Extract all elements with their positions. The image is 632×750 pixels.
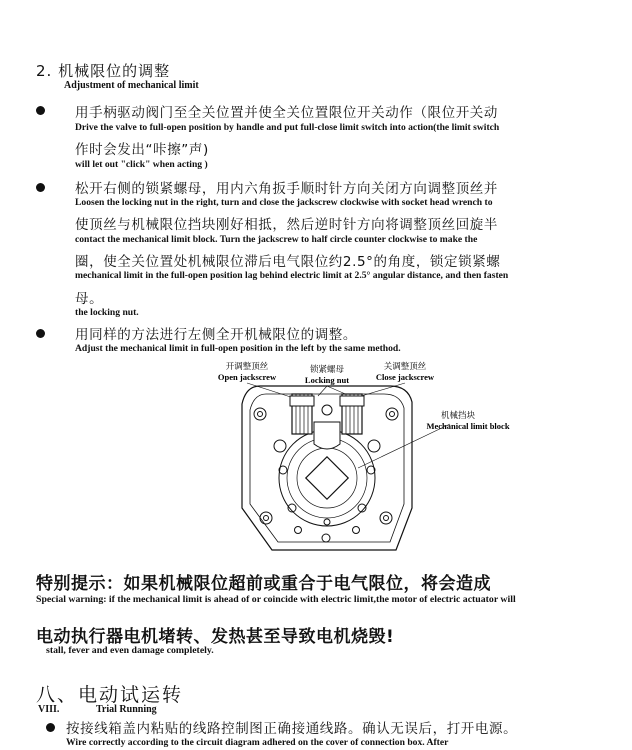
item3-en-line1: Adjust the mechanical limit in full-open position in the left by the same method. (75, 343, 401, 354)
item1-zh-line2: 作时会发出“咔擦”声) (75, 142, 209, 158)
locking-nut-label-en: Locking nut (304, 375, 350, 385)
item1-en-line2: will let out "click" when acting ) (75, 159, 208, 170)
item3-zh-line1: 用同样的方法进行左侧全开机械限位的调整。 (75, 327, 357, 343)
bullet-dot (46, 723, 55, 732)
warning-zh-line2: 电动执行器电机堵转、发热甚至导致电机烧毁! (36, 627, 395, 647)
item1-zh-line1: 用手柄驱动阀门至全关位置并使全关位置限位开关动作（限位开关动 (75, 105, 498, 121)
section-title-zh: 2. 机械限位的调整 (36, 62, 171, 80)
mechanical-limit-diagram (200, 358, 530, 560)
warning-en-line1: Special warning: if the mechanical limit is ahead of or coincide with electric limit,the motor of electric actuator will (36, 594, 516, 605)
warning-en-line2: stall, fever and even damage completely. (46, 645, 214, 656)
section8-item-zh: 按接线箱盖内粘贴的线路控制图正确接通线路。确认无误后，打开电源。 (66, 721, 518, 737)
item2-zh-line1: 松开右侧的锁紧螺母，用内六角扳手顺时针方向关闭方向调整顶丝并 (75, 181, 498, 197)
bullet-dot (36, 329, 45, 338)
item2-en-line2: contact the mechanical limit block. Turn the jackscrew to half circle counter clockwise to make the (75, 234, 478, 245)
item2-zh-line4: 母。 (75, 291, 104, 307)
section-title-en: Adjustment of mechanical limit (64, 80, 199, 91)
item2-en-line4: the locking nut. (75, 307, 139, 318)
close-jackscrew-label-en: Close jackscrew (375, 372, 435, 382)
limit-block-label-en: Mechanical limit block (426, 421, 510, 431)
section8-item-en: Wire correctly according to the circuit diagram adhered on the cover of connection box. After (66, 737, 449, 748)
section8-number-en: VIII. (38, 704, 60, 715)
limit-block-label-zh: 机械挡块 (440, 411, 476, 421)
section8-title-en: Trial Running (96, 704, 157, 715)
open-jackscrew-label-zh: 开调整顶丝 (225, 362, 269, 372)
close-jackscrew-label-zh: 关调整顶丝 (383, 362, 427, 372)
warning-zh-line1: 特别提示：如果机械限位超前或重合于电气限位，将会造成 (36, 574, 491, 594)
bullet-dot (36, 183, 45, 192)
item2-zh-line2: 使顶丝与机械限位挡块刚好相抵，然后逆时针方向将调整顶丝回旋半 (75, 217, 498, 233)
item2-en-line3: mechanical limit in the full-open position lag behind electric limit at 2.5° angular distance, and then fasten (75, 270, 509, 281)
item2-zh-line3: 圈，使全关位置处机械限位滞后电气限位约2.5°的角度，锁定锁紧螺 (75, 254, 501, 270)
item1-en-line1: Drive the valve to full-open position by handle and put full-close limit switch into action(the limit switch (75, 122, 500, 133)
item2-en-line1: Loosen the locking nut in the right, turn and close the jackscrew clockwise with socket head wrench to (75, 197, 493, 208)
locking-nut-label-zh: 锁紧螺母 (309, 365, 345, 375)
bullet-dot (36, 106, 45, 115)
section8-title-zh: 八、电动试运转 (36, 684, 184, 706)
open-jackscrew-label-en: Open jackscrew (217, 372, 277, 382)
